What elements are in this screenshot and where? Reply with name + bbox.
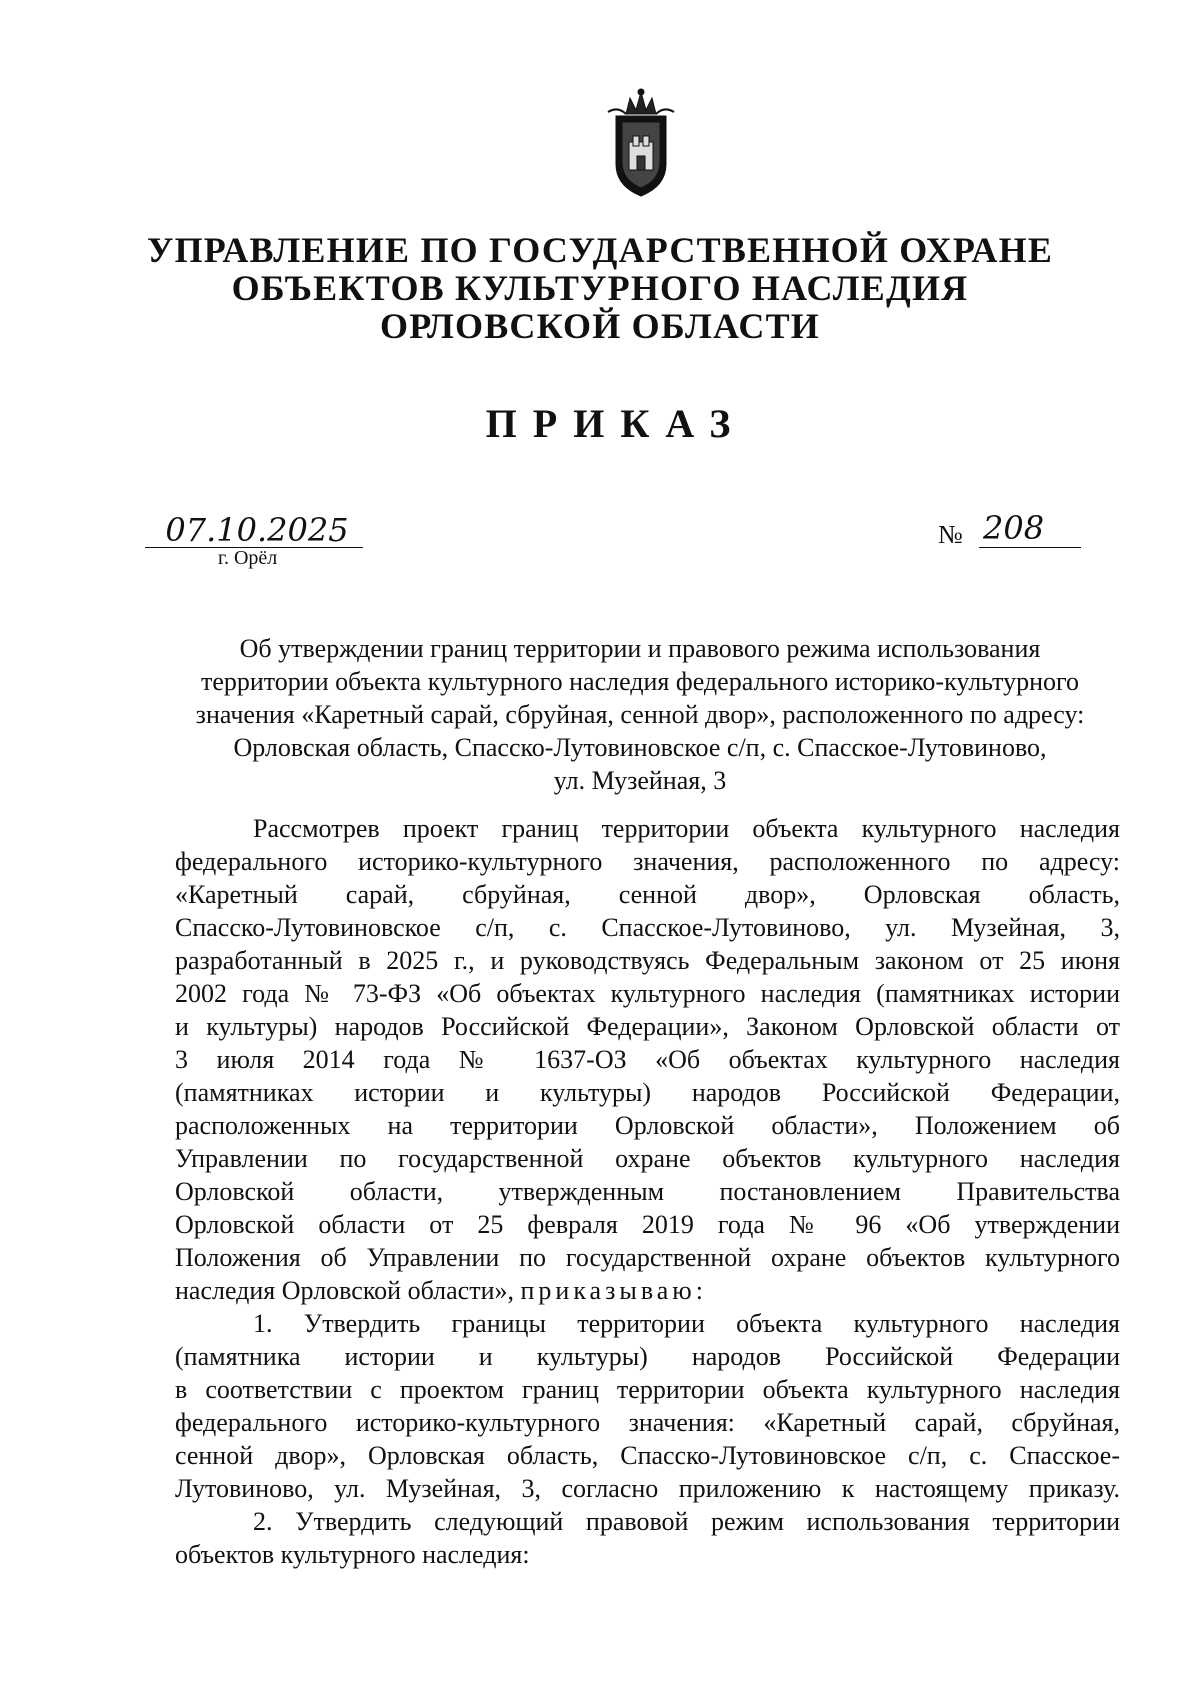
body-line: сенной двор», Орловская область, Спасско-Лутовиновское с/п, с. Спасское- [175, 1441, 1120, 1470]
subject-line: значения «Каретный сарай, сбруйная, сенной двор», расположенного по адресу: [195, 700, 1085, 729]
body-line: (памятниках истории и культуры) народов Российской Федерации, [175, 1078, 1120, 1107]
body-line: объектов культурного наследия: [175, 1540, 530, 1569]
order-subject [160, 632, 1120, 797]
body-line: федерального историко-культурного значения: «Каретный сарай, сбруйная, [175, 1408, 1120, 1437]
city-label: г. Орёл [218, 547, 278, 569]
body-line: Рассмотрев проект границ территории объекта культурного наследия [253, 814, 1120, 843]
order-body [175, 812, 1120, 1571]
body-line: Управлении по государственной охране объектов культурного наследия [175, 1144, 1120, 1173]
number-sign: № [938, 520, 963, 549]
document-type-title: ПРИКАЗ [485, 401, 747, 446]
body-line: федерального историко-культурного значения, расположенного по адресу: [175, 847, 1120, 876]
body-line: Лутовиново, ул. Музейная, 3, согласно приложению к настоящему приказу. [175, 1474, 1120, 1503]
body-line: (памятника истории и культуры) народов Российской Федерации [175, 1342, 1120, 1371]
body-line-text: наследия Орловской области», [175, 1276, 514, 1305]
number-underline [979, 547, 1081, 548]
body-line: и культуры) народов Российской Федерации», Законом Орловской области от [175, 1012, 1120, 1041]
body-line-order [175, 1274, 1120, 1307]
body-line: в соответствии с проектом границ территории объекта культурного наследия [175, 1375, 1120, 1404]
subject-line: Об утверждении границ территории и правового режима использования [239, 634, 1041, 663]
org-name-line-2: ОБЪЕКТОВ КУЛЬТУРНОГО НАСЛЕДИЯ [231, 268, 969, 308]
subject-line: Орловская область, Спасско-Лутовиновское с/п, с. Спасское-Лутовиново, [233, 733, 1047, 762]
subject-line: ул. Музейная, 3 [553, 766, 727, 795]
org-name-line-3: ОРЛОВСКОЙ ОБЛАСТИ [380, 306, 820, 346]
body-line: 3 июля 2014 года № 1637-ОЗ «Об объектах культурного наследия [175, 1045, 1120, 1074]
body-line: «Каретный сарай, сбруйная, сенной двор», Орловская область, [175, 880, 1120, 909]
coat-of-arms-icon [598, 86, 684, 200]
body-line: 2002 года № 73-ФЗ «Об объектах культурного наследия (памятниках истории [175, 979, 1120, 1008]
order-word: приказываю: [520, 1276, 707, 1305]
org-name-line-1: УПРАВЛЕНИЕ ПО ГОСУДАРСТВЕННОЙ ОХРАНЕ [146, 230, 1054, 270]
body-line: Орловской области от 25 февраля 2019 года № 96 «Об утверждении [175, 1210, 1120, 1239]
body-line: Положения об Управлении по государственной охране объектов культурного [175, 1243, 1120, 1272]
body-line: Орловской области, утвержденным постановлением Правительства [175, 1177, 1120, 1206]
body-line: расположенных на территории Орловской области», Положением об [175, 1111, 1120, 1140]
order-number: 208 [983, 509, 1045, 547]
body-line: разработанный в 2025 г., и руководствуясь Федеральным законом от 25 июня [175, 946, 1120, 975]
body-line: 1. Утвердить границы территории объекта культурного наследия [253, 1309, 1120, 1338]
order-date: 07.10.2025 [165, 511, 349, 549]
subject-line: территории объекта культурного наследия федерального историко-культурного [200, 667, 1080, 696]
body-line: Спасско-Лутовиновское с/п, с. Спасское-Лутовиново, ул. Музейная, 3, [175, 913, 1120, 942]
body-line: 2. Утвердить следующий правовой режим использования территории [253, 1507, 1120, 1536]
